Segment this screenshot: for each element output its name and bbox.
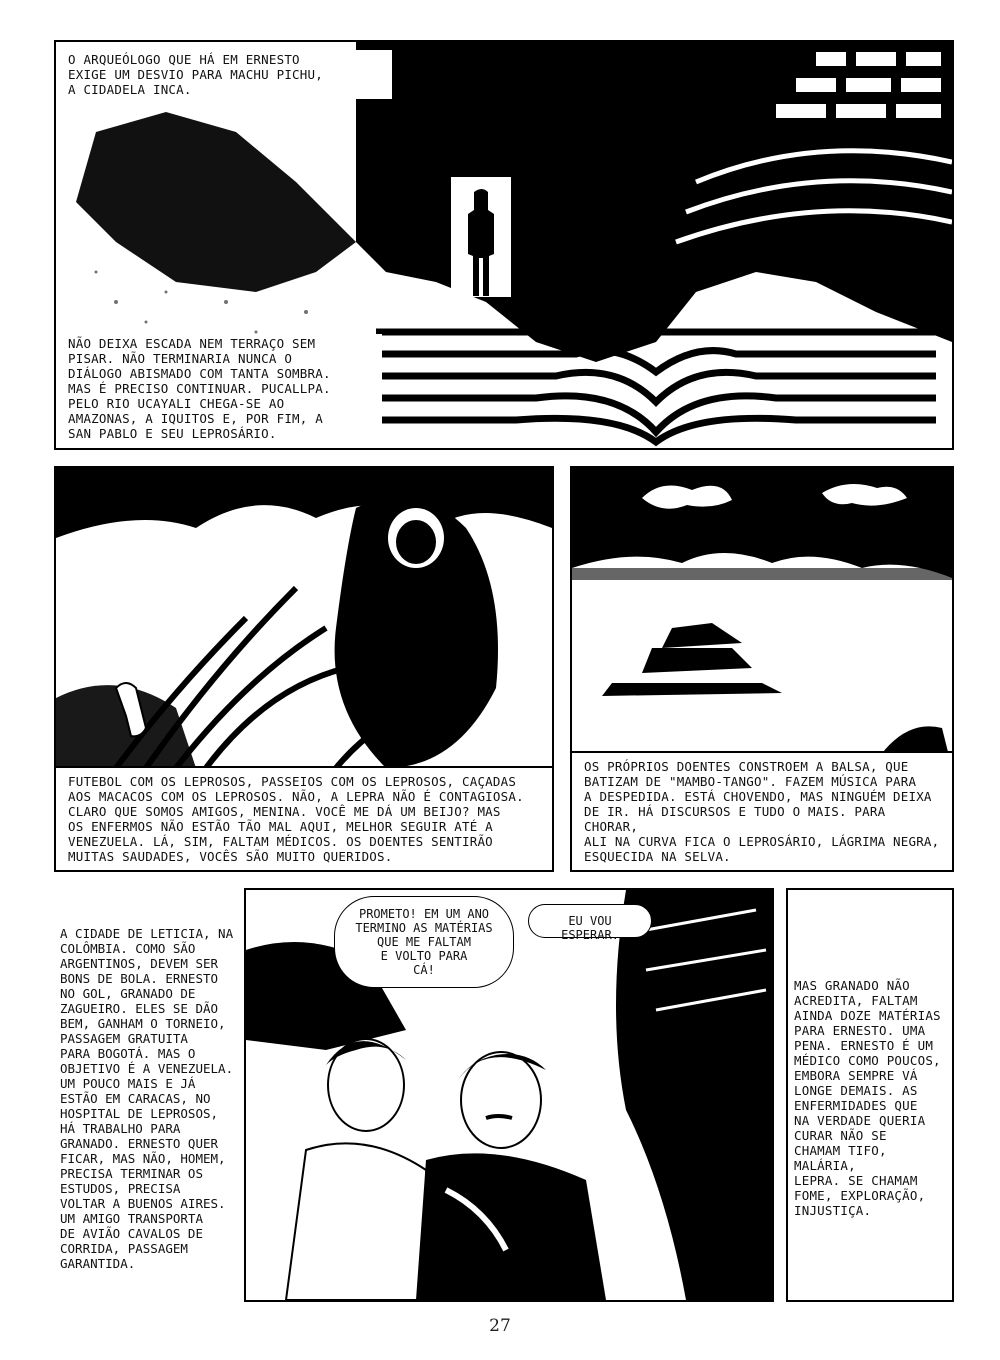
- panel-granado-caption-text: MAS GRANADO NÃO ACREDITA, FALTAM AINDA DOZE MATÉRIAS PARA ERNESTO. UMA PENA. ERNESTO É UM MÉDICO COMO POUCOS, EMBORA SEMPRE VÁ LONGE DEMAIS. AS ENFERMIDADES QUE NA VERDADE QUERIA CURAR NÃO SE CHAMAM TIFO, MALÁRIA, LEPRA. SE CHAMAM FOME, EXPLORAÇÃO, INJUSTIÇA.: [794, 978, 941, 1218]
- panel-machu-picchu-caption-bottom: NÃO DEIXA ESCADA NEM TERRAÇO SEM PISAR. NÃO TERMINARIA NUNCA O DIÁLOGO ABISMADO COM TANTA SOMBRA. MAS É PRECISO CONTINUAR. PUCALLPA. PELO RIO UCAYALI CHEGA-SE AO AMAZONAS, A IQUITOS E, POR FIM, A SAN PABLO E SEU LEPROSÁRIO.: [64, 334, 382, 443]
- panel-raft-river: [570, 466, 954, 872]
- speech-balloon-wait: EU VOU ESPERAR.: [528, 904, 652, 938]
- leticia-side-caption: A CIDADE DE LETICIA, NA COLÔMBIA. COMO SÃO ARGENTINOS, DEVEM SER BONS DE BOLA. ERNESTO NO GOL, GRANADO DE ZAGUEIRO. ELES SE DÃO BEM, GANHAM O TORNEIO, PASSAGEM GRATUITA PARA BOGOTÁ. MAS O OBJETIVO É A VENEZUELA. UM POUCO MAIS E JÁ ESTÃO EM CARACAS, NO HOSPITAL DE LEPROSOS, HÁ TRABALHO PARA GRANADO. ERNESTO QUER FICAR, MAS NÃO, HOMEM, PRECISA TERMINAR OS ESTUDOS, PRECISA VOLTAR A BUENOS AIRES. UM AMIGO TRANSPORTA DE AVIÃO CAVALOS DE CORRIDA, PASSAGEM GARANTIDA.: [60, 926, 234, 1271]
- panel-machu-picchu-caption-top: O ARQUEÓLOGO QUE HÁ EM ERNESTO EXIGE UM DESVIO PARA MACHU PICHU, A CIDADELA INCA.: [64, 50, 392, 99]
- speech-balloon-promise: PROMETO! EM UM ANO TERMINO AS MATÉRIAS QUE ME FALTAM E VOLTO PARA CÁ!: [334, 896, 514, 988]
- panel-farewell: [244, 888, 774, 1302]
- panel-granado-caption: [786, 888, 954, 1302]
- panel-leprosy-jungle-caption: FUTEBOL COM OS LEPROSOS, PASSEIOS COM OS LEPROSOS, CAÇADAS AOS MACACOS COM OS LEPROSOS. NÃO, A LEPRA NÃO É CONTAGIOSA. CLARO QUE SOMOS AMIGOS, MENINA. VOCÊ ME DÁ UM BEIJO? MAS OS ENFERMOS NÃO ESTÃO TÃO MAL AQUI, MELHOR SEGUIR ATÉ A VENEZUELA. LÁ, SIM, FALTAM MÉDICOS. OS DOENTES SENTIRÃO MUITAS SAUDADES, VOCÊS SÃO MUITO QUERIDOS.: [54, 766, 554, 872]
- panel-leprosy-jungle: [54, 466, 554, 872]
- page-number: 27: [489, 1316, 511, 1336]
- panel-raft-river-caption: OS PRÓPRIOS DOENTES CONSTROEM A BALSA, QUE BATIZAM DE "MAMBO-TANGO". FAZEM MÚSICA PARA A DESPEDIDA. ESTÁ CHOVENDO, MAS NINGUÉM DEIXA DE IR. HÁ DISCURSOS E TUDO O MAIS. PARA CHORAR, ALI NA CURVA FICA O LEPROSÁRIO, LÁGRIMA NEGRA, ESQUECIDA NA SELVA.: [570, 751, 954, 872]
- panel-machu-picchu: [54, 40, 954, 450]
